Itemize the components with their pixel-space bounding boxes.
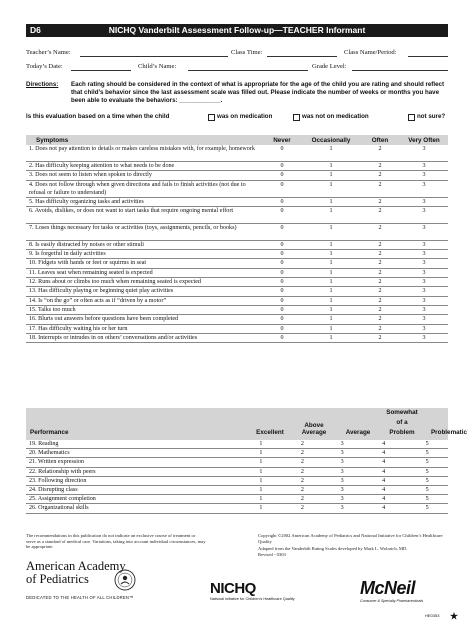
rating-option[interactable]: 3 xyxy=(400,315,448,324)
symptom-label: 2. Has difficulty keeping attention to what needs to be done xyxy=(26,162,262,171)
symptom-row xyxy=(26,333,448,342)
rating-option[interactable]: 1 xyxy=(302,315,360,324)
rating-option[interactable]: 1 xyxy=(302,171,360,180)
symptom-label: 14. Is “on the go” or often acts as if “driven by a motor” xyxy=(26,296,262,305)
performance-label: 20. Mathematics xyxy=(26,449,240,458)
revised-note: Revised - 0303 xyxy=(258,552,286,557)
rating-option[interactable]: 0 xyxy=(262,268,302,277)
symptom-row xyxy=(26,250,448,259)
not-sure-checkbox[interactable] xyxy=(408,114,415,121)
performance-rating-option[interactable]: 2 xyxy=(282,458,324,467)
aap-logo xyxy=(26,560,206,606)
performance-rating-option[interactable]: 4 xyxy=(361,504,406,513)
rating-option[interactable]: 3 xyxy=(400,278,448,287)
rating-option[interactable]: 2 xyxy=(360,162,400,171)
evaluation-question-text: Is this evaluation based on a time when the child xyxy=(26,113,170,120)
form-title: NICHQ Vanderbilt Assessment Follow-up—TEACHER Informant xyxy=(108,25,366,35)
on-medication-checkbox[interactable] xyxy=(208,114,215,121)
performance-header xyxy=(26,408,468,440)
performance-rating-option[interactable]: 1 xyxy=(240,495,282,504)
performance-rating-option[interactable]: 3 xyxy=(323,440,361,449)
symptom-label: 7. Loses things necessary for tasks or activities (toys, assignments, pencils, or books) xyxy=(26,223,262,240)
performance-rating-option[interactable]: 1 xyxy=(240,440,282,449)
rating-option[interactable]: 2 xyxy=(360,223,400,240)
rating-option[interactable]: 2 xyxy=(360,268,400,277)
not-on-medication-label: was not on medication xyxy=(302,113,369,120)
performance-rating-option[interactable]: 5 xyxy=(406,504,448,513)
rating-option[interactable]: 0 xyxy=(262,315,302,324)
symptom-row xyxy=(26,162,448,171)
rating-option[interactable]: 1 xyxy=(302,333,360,342)
rating-option[interactable]: 0 xyxy=(262,305,302,314)
performance-rating-option[interactable]: 5 xyxy=(406,485,448,494)
performance-row xyxy=(26,467,448,476)
rating-option[interactable]: 3 xyxy=(400,324,448,333)
aap-seal-icon xyxy=(114,569,136,591)
teacher-name-label: Teacher’s Name: xyxy=(26,49,71,56)
performance-label: 26. Organizational skills xyxy=(26,504,240,513)
rating-option[interactable]: 0 xyxy=(262,278,302,287)
symptom-label: 13. Has difficulty playing or beginning quiet play activities xyxy=(26,287,262,296)
rating-option[interactable]: 3 xyxy=(400,171,448,180)
todays-date-label: Today’s Date: xyxy=(26,63,63,70)
rating-option[interactable]: 1 xyxy=(302,240,360,249)
symptom-label: 16. Blurts out answers before questions have been completed xyxy=(26,315,262,324)
performance-rating-option[interactable]: 4 xyxy=(361,467,406,476)
symptom-label: 18. Interrupts or intrudes in on others’ conversations and/or activities xyxy=(26,333,262,342)
performance-rating-option[interactable]: 1 xyxy=(240,449,282,458)
symptom-label: 5. Has difficulty organizing tasks and activities xyxy=(26,197,262,206)
performance-rating-option[interactable]: 3 xyxy=(323,458,361,467)
rating-option[interactable]: 3 xyxy=(400,250,448,259)
performance-rating-option[interactable]: 3 xyxy=(323,476,361,485)
rating-option[interactable]: 0 xyxy=(262,287,302,296)
rating-option[interactable]: 0 xyxy=(262,296,302,305)
performance-label: 23. Following direction xyxy=(26,476,240,485)
mcneil-logo xyxy=(360,578,423,603)
performance-rating-option[interactable]: 4 xyxy=(361,476,406,485)
childs-name-field[interactable] xyxy=(188,64,308,71)
symptom-row xyxy=(26,171,448,180)
document-code: HE0353 xyxy=(425,613,440,618)
symptom-label: 15. Talks too much xyxy=(26,305,262,314)
aap-tagline: DEDICATED TO THE HEALTH OF ALL CHILDREN™ xyxy=(26,595,134,600)
rating-option[interactable]: 1 xyxy=(302,162,360,171)
rating-option[interactable]: 0 xyxy=(262,250,302,259)
symptom-row xyxy=(26,315,448,324)
symptom-row xyxy=(26,305,448,314)
symptom-label: 9. Is forgetful in daily activities xyxy=(26,250,262,259)
aap-logo-line2: of Pediatrics xyxy=(26,572,89,586)
problematic-header: Problematic xyxy=(430,429,468,436)
rating-option[interactable]: 1 xyxy=(302,180,360,197)
grade-level-label: Grade Level: xyxy=(312,63,347,70)
rating-option[interactable]: 3 xyxy=(400,145,448,162)
rating-option[interactable]: 2 xyxy=(360,333,400,342)
copyright-2: Adapted from the Vanderbilt Rating Scales developed by Mark L. Wolraich, MD. xyxy=(258,546,408,551)
rating-option[interactable]: 2 xyxy=(360,145,400,162)
todays-date-field[interactable] xyxy=(71,64,131,71)
rating-option[interactable]: 2 xyxy=(360,296,400,305)
performance-rating-option[interactable]: 3 xyxy=(323,504,361,513)
somewhat-header-2: of a xyxy=(396,419,408,426)
performance-rating-option[interactable]: 2 xyxy=(282,495,324,504)
performance-rating-option[interactable]: 2 xyxy=(282,467,324,476)
performance-row xyxy=(26,476,448,485)
on-medication-label: was on medication xyxy=(217,113,273,120)
performance-rating-option[interactable]: 5 xyxy=(406,467,448,476)
rating-option[interactable]: 1 xyxy=(302,223,360,240)
rating-option[interactable]: 0 xyxy=(262,145,302,162)
rating-option[interactable]: 0 xyxy=(262,333,302,342)
aap-logo-line1: American Academy xyxy=(26,559,126,573)
symptom-row xyxy=(26,278,448,287)
rating-option[interactable]: 0 xyxy=(262,259,302,268)
symptom-label: 12. Runs about or climbs too much when remaining seated is expected xyxy=(26,278,262,287)
not-sure-label: not sure? xyxy=(417,113,446,120)
directions-label: Directions: xyxy=(26,81,59,88)
rating-option[interactable]: 0 xyxy=(262,180,302,197)
rating-option[interactable]: 2 xyxy=(360,197,400,206)
rating-option[interactable]: 1 xyxy=(302,250,360,259)
rating-option[interactable]: 3 xyxy=(400,206,448,223)
symptom-row xyxy=(26,296,448,305)
rating-option[interactable]: 2 xyxy=(360,259,400,268)
symptom-label: 1. Does not pay attention to details or makes careless mistakes with, for example, homework xyxy=(26,145,262,162)
class-name-period-field[interactable] xyxy=(408,50,448,57)
performance-rating-option[interactable]: 2 xyxy=(282,485,324,494)
rating-option[interactable]: 2 xyxy=(360,171,400,180)
rating-option[interactable]: 3 xyxy=(400,240,448,249)
performance-rating-option[interactable]: 5 xyxy=(406,440,448,449)
rating-option[interactable]: 1 xyxy=(302,259,360,268)
mcneil-logo-text: McNeil xyxy=(360,578,416,598)
rating-option[interactable]: 3 xyxy=(400,197,448,206)
grade-level-field[interactable] xyxy=(352,64,448,71)
rating-option[interactable]: 1 xyxy=(302,268,360,277)
class-time-label: Class Time: xyxy=(231,49,263,56)
rating-option[interactable]: 0 xyxy=(262,240,302,249)
performance-label-header: Performance xyxy=(30,429,69,436)
symptom-row xyxy=(26,240,448,249)
rating-option[interactable]: 3 xyxy=(400,223,448,240)
rating-option[interactable]: 2 xyxy=(360,305,400,314)
performance-rating-option[interactable]: 2 xyxy=(282,504,324,513)
rating-option[interactable]: 2 xyxy=(360,324,400,333)
performance-label: 22. Relationship with peers xyxy=(26,467,240,476)
symptom-row xyxy=(26,145,448,162)
rating-option[interactable]: 1 xyxy=(302,206,360,223)
performance-row xyxy=(26,485,448,494)
teacher-name-field[interactable] xyxy=(80,50,228,57)
somewhat-header-1: Somewhat xyxy=(386,409,418,416)
often-header: Often xyxy=(360,135,400,145)
rating-option[interactable]: 0 xyxy=(262,206,302,223)
performance-rating-option[interactable]: 2 xyxy=(282,449,324,458)
performance-rating-option[interactable]: 2 xyxy=(282,440,324,449)
rating-option[interactable]: 3 xyxy=(400,296,448,305)
symptom-row xyxy=(26,324,448,333)
rating-option[interactable]: 3 xyxy=(400,268,448,277)
rating-option[interactable]: 2 xyxy=(360,240,400,249)
symptoms-header: Symptoms xyxy=(26,135,262,145)
never-header: Never xyxy=(262,135,302,145)
rating-option[interactable]: 3 xyxy=(400,333,448,342)
rating-option[interactable]: 1 xyxy=(302,324,360,333)
rating-option[interactable]: 1 xyxy=(302,278,360,287)
class-name-period-label: Class Name/Period: xyxy=(344,49,397,56)
form-header xyxy=(26,24,448,37)
rating-option[interactable]: 0 xyxy=(262,162,302,171)
performance-row xyxy=(26,440,448,449)
rating-option[interactable]: 0 xyxy=(262,223,302,240)
rating-option[interactable]: 1 xyxy=(302,145,360,162)
rating-option[interactable]: 2 xyxy=(360,180,400,197)
average-header: Average xyxy=(345,429,371,436)
performance-rating-option[interactable]: 3 xyxy=(323,467,361,476)
symptoms-header-row xyxy=(26,135,448,145)
nichq-subtitle: National Initiative for Children’s Healthcare Quality xyxy=(210,597,295,601)
performance-label: 25. Assignment completion xyxy=(26,495,240,504)
rating-option[interactable]: 0 xyxy=(262,324,302,333)
performance-rating-option[interactable]: 5 xyxy=(406,476,448,485)
symptom-label: 17. Has difficulty waiting his or her turn xyxy=(26,324,262,333)
somewhat-header-3: Problem xyxy=(389,429,415,436)
performance-rating-option[interactable]: 4 xyxy=(361,440,406,449)
symptom-row xyxy=(26,206,448,223)
rating-option[interactable]: 2 xyxy=(360,315,400,324)
childs-name-label: Child’s Name: xyxy=(138,63,177,70)
performance-rating-option[interactable]: 3 xyxy=(323,449,361,458)
performance-rating-option[interactable]: 4 xyxy=(361,449,406,458)
performance-row xyxy=(26,495,448,504)
performance-rating-option[interactable]: 1 xyxy=(240,458,282,467)
performance-table xyxy=(26,440,448,514)
performance-rating-option[interactable]: 1 xyxy=(240,467,282,476)
class-time-field[interactable] xyxy=(267,50,337,57)
performance-rating-option[interactable]: 4 xyxy=(361,458,406,467)
performance-label: 19. Reading xyxy=(26,440,240,449)
not-on-medication-checkbox[interactable] xyxy=(293,114,300,121)
rating-option[interactable]: 3 xyxy=(400,259,448,268)
performance-rating-option[interactable]: 1 xyxy=(240,476,282,485)
copyright-1: Copyright ©2002 American Academy of Pediatrics and National Initiative for Children’s Healthcare Quality xyxy=(258,533,443,544)
rating-option[interactable]: 1 xyxy=(302,287,360,296)
symptom-row xyxy=(26,197,448,206)
rating-option[interactable]: 3 xyxy=(400,180,448,197)
rating-option[interactable]: 1 xyxy=(302,197,360,206)
very-often-header: Very Often xyxy=(400,135,448,145)
performance-rating-option[interactable]: 4 xyxy=(361,485,406,494)
rating-option[interactable]: 0 xyxy=(262,171,302,180)
symptom-label: 3. Does not seem to listen when spoken to directly xyxy=(26,171,262,180)
performance-rating-option[interactable]: 5 xyxy=(406,449,448,458)
symptom-row xyxy=(26,287,448,296)
nichq-logo xyxy=(210,580,295,601)
symptom-label: 11. Leaves seat when remaining seated is expected xyxy=(26,268,262,277)
rating-option[interactable]: 2 xyxy=(360,206,400,223)
performance-label: 24. Disrupting class xyxy=(26,485,240,494)
disclaimer: The recommendations in this publication do not indicate an exclusive course of treatment or serve as a standard of medical care. Variations, taking into account individual circumstances, may be appropriate. xyxy=(26,533,206,549)
performance-label: 21. Written expression xyxy=(26,458,240,467)
symptom-label: 6. Avoids, dislikes, or does not want to start tasks that require ongoing mental effort xyxy=(26,206,262,223)
rating-option[interactable]: 3 xyxy=(400,287,448,296)
symptom-row xyxy=(26,268,448,277)
rating-option[interactable]: 2 xyxy=(360,278,400,287)
performance-rating-option[interactable]: 4 xyxy=(361,495,406,504)
occasionally-header: Occasionally xyxy=(302,135,360,145)
performance-rating-option[interactable]: 1 xyxy=(240,504,282,513)
performance-row xyxy=(26,449,448,458)
performance-row xyxy=(26,458,448,467)
symptom-row xyxy=(26,259,448,268)
performance-rating-option[interactable]: 3 xyxy=(323,485,361,494)
above-average-header-1: Above xyxy=(304,422,324,429)
symptom-row xyxy=(26,180,448,197)
symptom-label: 4. Does not follow through when given directions and fails to finish activities (not due to refusal or failure to understand) xyxy=(26,180,262,197)
symptoms-table xyxy=(26,135,448,343)
above-average-header-2: Average xyxy=(301,429,327,436)
performance-rating-option[interactable]: 3 xyxy=(323,495,361,504)
rating-option[interactable]: 2 xyxy=(360,250,400,259)
performance-rating-option[interactable]: 2 xyxy=(282,476,324,485)
rating-option[interactable]: 1 xyxy=(302,296,360,305)
symptom-label: 8. Is easily distracted by noises or other stimuli xyxy=(26,240,262,249)
performance-rating-option[interactable]: 5 xyxy=(406,458,448,467)
star-icon xyxy=(450,612,458,620)
nichq-logo-text: NICHQ xyxy=(210,580,256,597)
performance-rating-option[interactable]: 5 xyxy=(406,495,448,504)
performance-rating-option[interactable]: 1 xyxy=(240,485,282,494)
excellent-header: Excellent xyxy=(256,429,284,436)
evaluation-question xyxy=(26,113,448,123)
rating-option[interactable]: 3 xyxy=(400,305,448,314)
rating-option[interactable]: 0 xyxy=(262,197,302,206)
mcneil-subtitle: Consumer & Specialty Pharmaceuticals xyxy=(360,599,424,603)
directions-text: Each rating should be considered in the context of what is appropriate for the age of the child you are rating and should reflect that child’s behavior since the last assessment scale was filled out. Please indicate the number of weeks or months you have been able to evaluate the behaviors: ____________. xyxy=(71,81,445,104)
rating-option[interactable]: 3 xyxy=(400,162,448,171)
symptom-row xyxy=(26,223,448,240)
form-code: D6 xyxy=(30,25,41,35)
performance-row xyxy=(26,504,448,513)
symptom-label: 10. Fidgets with hands or feet or squirms in seat xyxy=(26,259,262,268)
rating-option[interactable]: 2 xyxy=(360,287,400,296)
rating-option[interactable]: 1 xyxy=(302,305,360,314)
